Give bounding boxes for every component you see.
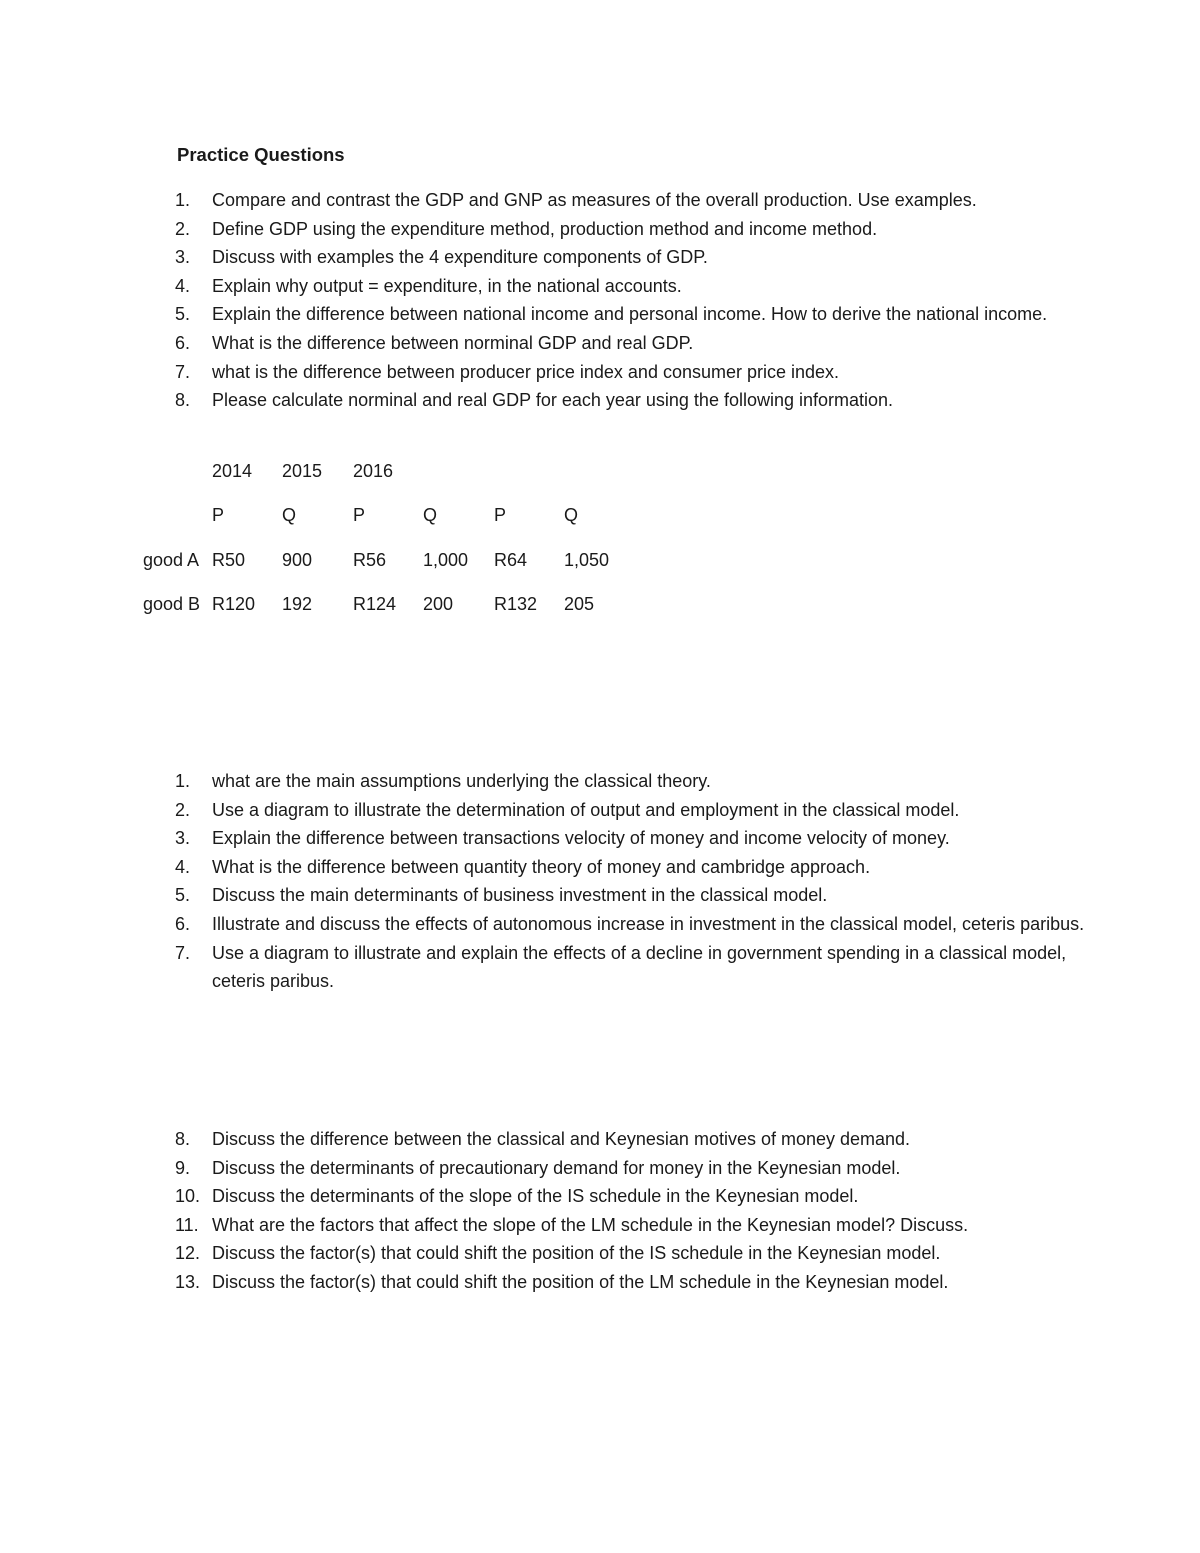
table-row-label: good B xyxy=(143,594,201,614)
table-cell: R124 xyxy=(353,594,397,614)
question-text: Explain why output = expenditure, in the national accounts. xyxy=(212,275,682,296)
question-number: 8. xyxy=(175,1129,191,1149)
question-number: 3. xyxy=(175,828,191,849)
question-number: 6. xyxy=(175,913,191,934)
question-text: Discuss the factor(s) that could shift the position of the IS schedule in the Keynesian model. xyxy=(212,1243,941,1264)
list-item xyxy=(0,1211,1200,1240)
question-text: Illustrate and discuss the effects of autonomous increase in investment in the classical model, ceteris paribus. xyxy=(212,913,1085,934)
page-title: Practice Questions xyxy=(177,144,345,165)
table-year-header: 2014 xyxy=(212,461,253,481)
question-text: Discuss the main determinants of business investment in the classical model. xyxy=(212,885,828,906)
question-number: 9. xyxy=(175,1157,191,1178)
table-column-header: P xyxy=(212,505,225,525)
table-year-header: 2015 xyxy=(282,461,323,481)
table-column-header: Q xyxy=(564,505,579,525)
question-number: 13. xyxy=(175,1271,201,1292)
question-text: Discuss the determinants of the slope of the IS schedule in the Keynesian model. xyxy=(212,1186,859,1207)
question-number: 8. xyxy=(175,390,191,411)
question-number: 4. xyxy=(175,856,191,877)
table-column-header: P xyxy=(494,505,507,525)
list-item xyxy=(0,853,1200,882)
table-column-header: P xyxy=(353,505,366,525)
list-item xyxy=(0,1154,1200,1183)
table-year-header: 2016 xyxy=(353,461,394,481)
table-cell: 900 xyxy=(282,550,313,570)
question-text: Compare and contrast the GDP and GNP as measures of the overall production. Use examples. xyxy=(212,190,977,210)
list-item xyxy=(0,1182,1200,1211)
question-text: Define GDP using the expenditure method, production method and income method. xyxy=(212,218,878,239)
list-item xyxy=(0,243,1200,272)
table-cell: R132 xyxy=(494,594,538,614)
table-cell: 192 xyxy=(282,594,313,614)
table-cell: 200 xyxy=(423,594,454,614)
list-item xyxy=(0,796,1200,825)
question-number: 7. xyxy=(175,361,191,382)
list-item xyxy=(0,767,1200,796)
list-item xyxy=(0,1268,1200,1297)
list-item xyxy=(0,1125,1200,1154)
table-row-label: good A xyxy=(143,550,200,570)
list-item xyxy=(0,215,1200,244)
question-number: 5. xyxy=(175,885,191,906)
table-cell: R64 xyxy=(494,550,528,570)
question-text: Use a diagram to illustrate the determination of output and employment in the classical model. xyxy=(212,799,960,820)
list-item xyxy=(0,824,1200,853)
list-item xyxy=(0,939,1200,996)
list-item xyxy=(0,272,1200,301)
question-list-classical-model xyxy=(0,767,1200,996)
question-number: 3. xyxy=(175,247,191,268)
question-number: 4. xyxy=(175,275,191,296)
list-item xyxy=(0,300,1200,329)
question-number: 7. xyxy=(175,942,191,963)
question-text: Please calculate norminal and real GDP for each year using the following information. xyxy=(212,390,894,411)
question-text: What are the factors that affect the slope of the LM schedule in the Keynesian model? Discuss. xyxy=(212,1214,969,1235)
table-cell: R50 xyxy=(212,550,246,570)
table-cell: R120 xyxy=(212,594,256,614)
table-cell: R56 xyxy=(353,550,387,570)
table-cell: 205 xyxy=(564,594,595,614)
question-list-keynesian-model xyxy=(0,1125,1200,1297)
table-cell: 1,050 xyxy=(564,550,610,570)
question-text: Explain the difference between national income and personal income. How to derive the national income. xyxy=(212,304,1048,325)
question-text: Discuss the determinants of precautionary demand for money in the Keynesian model. xyxy=(212,1157,901,1178)
question-number: 5. xyxy=(175,304,191,325)
question-list-national-accounts xyxy=(0,186,1200,415)
question-number: 12. xyxy=(175,1243,201,1264)
list-item xyxy=(0,910,1200,939)
question-number: 2. xyxy=(175,799,191,820)
question-text: Discuss the difference between the classical and Keynesian motives of money demand. xyxy=(212,1129,911,1149)
list-item xyxy=(0,881,1200,910)
table-column-header: Q xyxy=(282,505,297,525)
list-item xyxy=(0,386,1200,415)
question-text: Use a diagram to illustrate and explain the effects of a decline in government spending in a classical model, ceteris paribus. xyxy=(212,942,1067,992)
question-number: 2. xyxy=(175,218,191,239)
question-number: 10. xyxy=(175,1186,201,1207)
list-item xyxy=(0,1239,1200,1268)
list-item xyxy=(0,358,1200,387)
question-text: What is the difference between quantity theory of money and cambridge approach. xyxy=(212,856,871,877)
question-text: what are the main assumptions underlying the classical theory. xyxy=(212,771,711,791)
table-cell: 1,000 xyxy=(423,550,469,570)
list-item xyxy=(0,329,1200,358)
question-number: 11. xyxy=(175,1214,199,1235)
question-text: Discuss the factor(s) that could shift the position of the LM schedule in the Keynesian model. xyxy=(212,1271,949,1292)
list-item xyxy=(0,186,1200,215)
question-text: what is the difference between producer price index and consumer price index. xyxy=(212,361,840,382)
question-text: Explain the difference between transactions velocity of money and income velocity of money. xyxy=(212,828,950,849)
question-text: Discuss with examples the 4 expenditure components of GDP. xyxy=(212,247,708,268)
table-column-header: Q xyxy=(423,505,438,525)
question-number: 6. xyxy=(175,332,191,353)
question-number: 1. xyxy=(175,771,191,791)
question-number: 1. xyxy=(175,190,191,210)
question-text: What is the difference between norminal GDP and real GDP. xyxy=(212,332,694,353)
